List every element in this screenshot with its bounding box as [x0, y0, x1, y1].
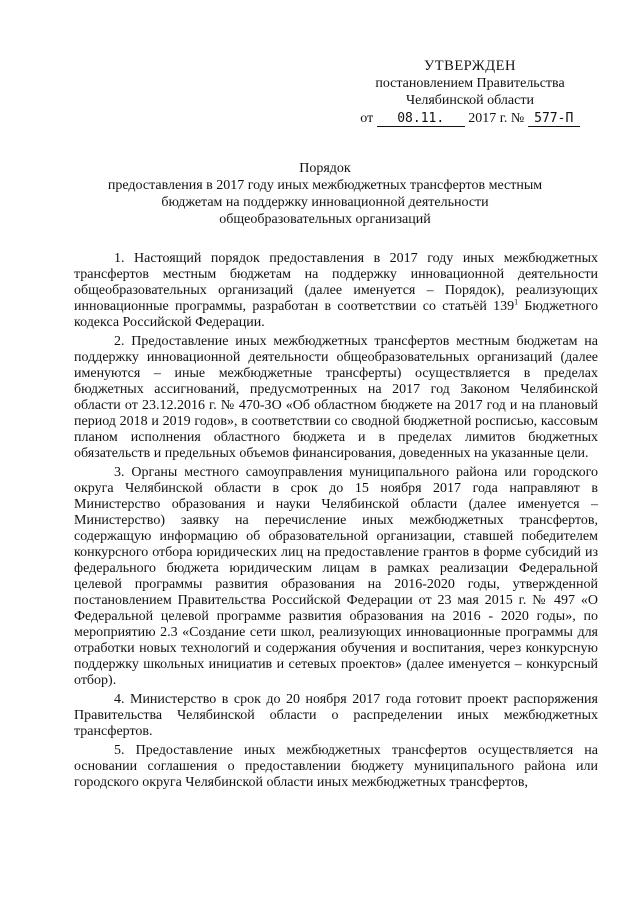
approval-year: 2017 г. № [468, 111, 525, 126]
approval-number: 577-П [528, 111, 580, 127]
paragraph-1-end: Бюджетного кодекса Российской Федерации. [74, 299, 598, 330]
approval-block [340, 58, 600, 127]
approval-line-1: постановлением Правительства [375, 76, 565, 91]
paragraph-1-superscript: 1 [514, 297, 519, 307]
paragraph-5: 5. Предоставление иных межбюджетных трансфертов осуществляется на основании соглашения о предоставлении бюджету муниципального района или городского округа Челябинской области иных межбюджетных трансфертов, [74, 743, 598, 790]
approval-date-line [340, 110, 600, 127]
paragraph-2: 2. Предоставление иных межбюджетных трансфертов местным бюджетам на поддержку инновационной деятельности общеобразовательных организаций (далее именуются – иные межбюджетные трансферты) осуществляется в пределах бюджетных ассигнований, предусмотренных на 2017 год Законом Челябинской области от 23.12.2016 г. № 470-ЗО «Об областном бюджете на 2017 год и на плановый период 2018 и 2019 годов», в соответствии со сводной бюджетной росписью, кассовым планом исполнения областного бюджета и в пределах лимитов бюджетных обязательств и предельных объемов финансирования, доведенных на указанные цели. [74, 334, 598, 461]
document-title: Порядок [299, 161, 351, 176]
paragraph-1-text: 1. Настоящий порядок предоставления в 2017 году иных межбюджетных трансфертов местным бюджетам на поддержку инновационной деятельности общеобразовательных организаций (далее именуется – Порядок), реализующих инновационные программы, разработан в соответствии со статьёй 139 [74, 251, 598, 314]
document-body [74, 251, 598, 794]
approval-title: УТВЕРЖДЕН [424, 58, 516, 74]
paragraph-4: 4. Министерство в срок до 20 ноября 2017 года готовит проект распоряжения Правительства Челябинской области о распределении иных межбюджетных трансфертов. [74, 692, 598, 739]
approval-from-prefix: от [360, 111, 374, 126]
document-heading [100, 160, 550, 228]
paragraph-3: 3. Органы местного самоуправления муниципального района или городского округа Челябинской области в срок до 15 ноября 2017 года направляют в Министерство образования и науки Челябинской области (далее именуется – Министерство) заявку на перечисление иных межбюджетных трансфертов, содержащую информацию об образовательной организации, ставшей победителем конкурсного отбора юридических лиц на предоставление грантов в форме субсидий из федерального бюджета юридическим лицам в рамках реализации Федеральной целевой программы развития образования на 2016-2020 годы, утвержденной постановлением Правительства Российской Федерации от 23 мая 2015 г. № 497 «О Федеральной целевой программе развития образования на 2016 - 2020 годы», по мероприятию 2.3 «Создание сети школ, реализующих инновационные программы для отработки новых технологий и содержания обучения и воспитания, через конкурсную поддержку школьных инициатив и сетевых проектов» (далее именуется – конкурсный отбор). [74, 465, 598, 688]
approval-date: 08.11. [377, 111, 465, 127]
approval-line-2: Челябинской области [406, 93, 534, 108]
document-subtitle: предоставления в 2017 году иных межбюджетных трансфертов местным бюджетам на поддержку инновационной деятельности общеобразовательных организаций [107, 178, 543, 227]
paragraph-1 [74, 251, 598, 331]
